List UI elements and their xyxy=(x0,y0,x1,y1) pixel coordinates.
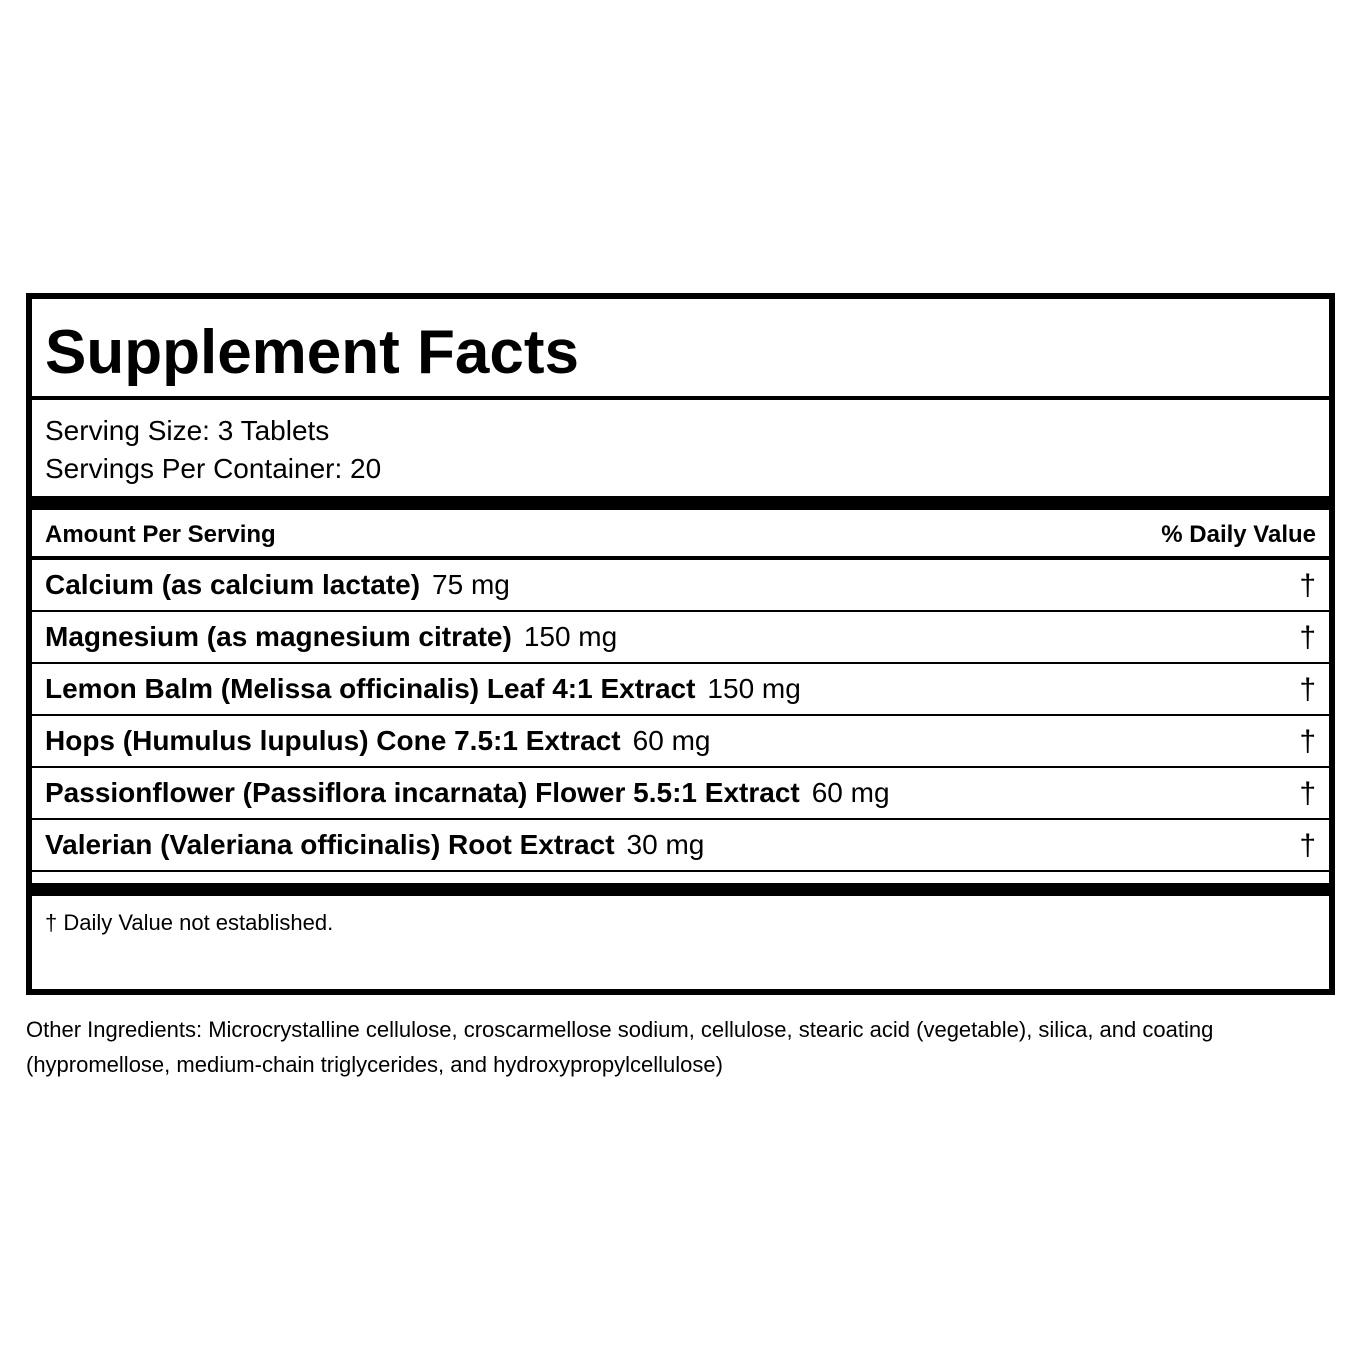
ingredient-amount: 60 mg xyxy=(811,777,890,808)
ingredient-amount: 30 mg xyxy=(626,829,705,860)
dagger-symbol: † xyxy=(1299,569,1316,602)
dagger-symbol: † xyxy=(1299,777,1316,810)
ingredient-amount: 60 mg xyxy=(632,725,711,756)
serving-size: Serving Size: 3 Tablets xyxy=(45,415,330,446)
daily-value-header: % Daily Value xyxy=(1161,521,1316,548)
ingredient-row xyxy=(32,664,1329,714)
ingredient-row xyxy=(32,560,1329,610)
ingredient-name: Valerian (Valeriana officinalis) Root Extract 30 mg xyxy=(45,829,705,860)
ingredient-amount: 75 mg xyxy=(432,569,510,600)
ingredient-amount: 150 mg xyxy=(707,673,801,704)
servings-per-container: Servings Per Container: 20 xyxy=(45,453,382,484)
dagger-symbol: † xyxy=(1299,725,1316,758)
ingredient-row xyxy=(32,716,1329,766)
ingredient-name: Hops (Humulus lupulus) Cone 7.5:1 Extract 60 mg xyxy=(45,725,711,756)
ingredient-row xyxy=(32,612,1329,662)
ingredient-name: Magnesium (as magnesium citrate) 150 mg xyxy=(45,621,618,652)
ingredient-amount: 150 mg xyxy=(523,621,618,652)
ingredient-row xyxy=(32,768,1329,818)
column-header-row xyxy=(32,514,1329,556)
ingredient-name: Lemon Balm (Melissa officinalis) Leaf 4:1 Extract 150 mg xyxy=(45,673,801,704)
footnote: † Daily Value not established. xyxy=(45,910,334,935)
dagger-symbol: † xyxy=(1299,829,1316,862)
dagger-symbol: † xyxy=(1299,621,1316,654)
divider-thick xyxy=(32,496,1329,510)
panel-title: Supplement Facts xyxy=(45,318,579,387)
other-ingredients: Other Ingredients: Microcrystalline cellulose, croscarmellose sodium, cellulose, stearic acid (vegetable), silica, and coating (hypromellose, medium-chain triglycerides, and hydroxypropylcellulose) xyxy=(26,1017,1214,1077)
title-area xyxy=(32,299,1329,396)
divider-thin xyxy=(32,396,1329,400)
row-divider xyxy=(32,870,1329,872)
ingredient-row xyxy=(32,820,1329,870)
supplement-facts-panel xyxy=(26,293,1335,995)
dagger-symbol: † xyxy=(1299,673,1316,706)
amount-per-serving-header: Amount Per Serving xyxy=(45,521,276,548)
ingredient-name: Passionflower (Passiflora incarnata) Flower 5.5:1 Extract 60 mg xyxy=(45,777,890,808)
divider-thick-bottom xyxy=(32,883,1329,896)
ingredient-name: Calcium (as calcium lactate) 75 mg xyxy=(45,569,510,600)
